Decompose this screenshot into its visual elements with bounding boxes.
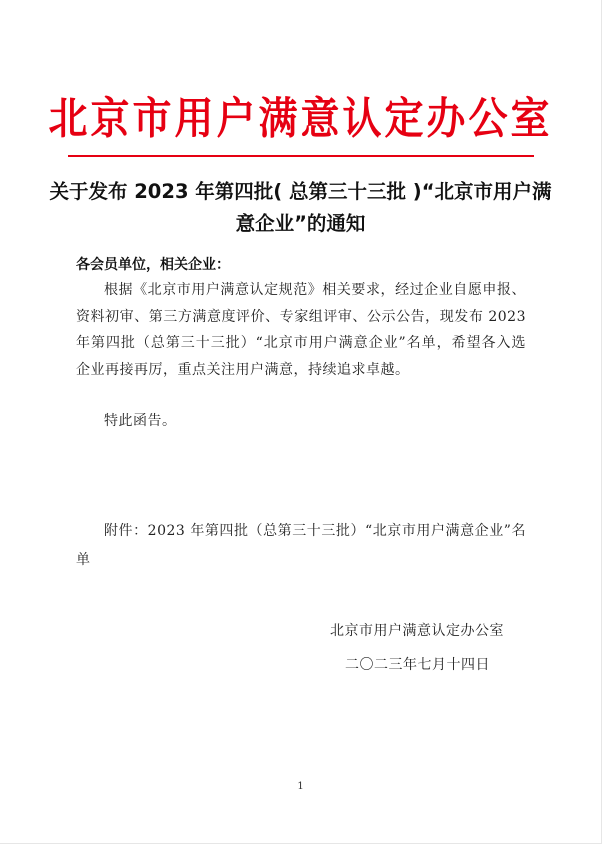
attachment-note: 附件：2023 年第四批（总第三十三批）“北京市用户满意企业”名单 bbox=[76, 523, 526, 568]
notice-title: 关于发布 2023 年第四批( 总第三十三批 )“北京市用户满意企业”的通知 bbox=[49, 180, 552, 235]
page-number: 1 bbox=[297, 781, 304, 792]
letterhead-red-rule bbox=[68, 155, 534, 157]
issue-date: 二〇二三年七月十四日 bbox=[345, 657, 490, 673]
notice-body-paragraph: 根据《北京市用户满意认定规范》相关要求，经过企业自愿申报、资料初审、第三方满意度评价、专家组评审、公示公告，现发布 2023 年第四批（总第三十三批）“北京市用户满意企业”名单，希望各入选企业再接再厉，重点关注用户满意，持续追求卓越。 bbox=[76, 282, 526, 378]
letterhead-title: 北京市用户满意认定办公室 bbox=[48, 94, 553, 145]
issuer-signature: 北京市用户满意认定办公室 bbox=[330, 623, 504, 639]
salutation: 各会员单位，相关企业： bbox=[76, 257, 230, 273]
closing-line: 特此函告。 bbox=[104, 413, 177, 429]
